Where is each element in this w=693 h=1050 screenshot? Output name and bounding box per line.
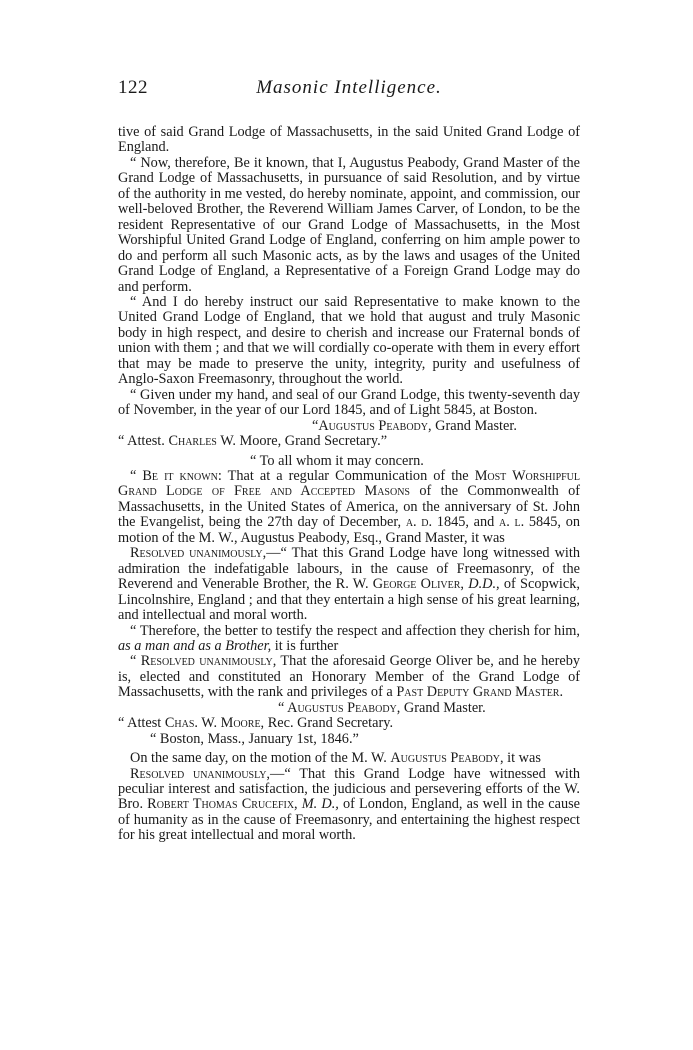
peabody-name: Augustus Peabody, <box>390 750 504 767</box>
attest-name: Charles <box>168 433 217 450</box>
paragraph-same-day <box>118 751 580 766</box>
rank-title: Past Deputy Grand Master. <box>396 684 564 701</box>
text-run: it is further <box>271 637 339 654</box>
text-run: 1845, and <box>432 514 499 531</box>
resolved-label: Resolved unanimously, <box>130 545 267 562</box>
paragraph-resolved-oliver <box>118 546 580 623</box>
attestation-1 <box>118 434 580 449</box>
text-run: “ Therefore, the better to testify the respect and affection they cherish for him, <box>130 622 580 639</box>
resolved-label: Resolved unanimously, <box>130 765 271 782</box>
text-run: of Scopwick, Lincolnshire, England ; and that they entertain a high sense of his great learning, and intellectual and moral worth. <box>118 576 580 624</box>
signature-peabody-1 <box>118 419 580 434</box>
signatory-title: Grand Master. <box>431 417 517 434</box>
signatory-name: “Augustus Peabody, <box>312 417 432 434</box>
text-run: —“ That this Grand Lodge have long witnessed with admiration the indefatigable labours, in the cause of Freemasonry, of the Reverend and Venerable Brother, the R. W. <box>118 545 580 593</box>
paragraph-resolved-honorary <box>118 654 580 700</box>
attest-rest: W. Moore, Grand Secretary.” <box>216 433 388 450</box>
paragraph-representative-continued: tive of said Grand Lodge of Massachusetts, in the said United Grand Lodge of England. <box>118 124 580 156</box>
paragraph-instruction: “ And I do hereby instruct our said Representative to make known to the United Grand Lodge of England, that we hold that august and truly Masonic body in high respect, and desire to cherish and increase our Fraternal bonds of union with them ; and that we will cordially co-operate with them in every effort that may be made to preserve the unity, integrity, purity and usefulness of Anglo-Saxon Freemasonry, throughout the world. <box>118 293 580 388</box>
text-run: —“ That this Grand Lodge have witnessed with peculiar interest and satisfaction, the judicious and persevering efforts of the W. Bro. <box>118 765 580 813</box>
signatory-title: Grand Master. <box>400 699 486 716</box>
text-run: That the aforesaid George Oliver be, and he hereby is, elected and constituted an Honorary Member of the Grand Lodge of Massachusetts, with the rank and privileges of a <box>118 653 580 701</box>
text-run: it was <box>503 750 541 767</box>
attest-name: Chas. W. Moore, <box>164 715 265 732</box>
page-number: 122 <box>118 77 148 98</box>
text-run: of London, England, as well in the cause of humanity as in the cause of Freemasonry, and entertaining the highest respect for his great intellectual and moral worth. <box>118 796 580 844</box>
resolved-label: Resolved unanimously, <box>140 653 277 670</box>
anno-lucis: a. l. <box>498 514 525 531</box>
italic-phrase: as a man and as a Brother, <box>118 637 272 654</box>
quote-open: “ <box>130 653 141 670</box>
dateline: “ Boston, Mass., January 1st, 1846.” <box>150 730 359 747</box>
crucefix-degree: M. D., <box>297 796 339 813</box>
text-run: 5845, on motion of the M. W., Augustus Peabody, Esq., Grand Master, it was <box>118 514 580 546</box>
text-run: of the Commonwealth of Massachusetts, in the United States of America, on the anniversary of St. John the Evangelist, being the 27th day of December, <box>118 483 580 531</box>
quote-open: “ <box>130 467 143 484</box>
signature-peabody-2 <box>118 701 580 716</box>
signatory-name: “ Augustus Peabody, <box>278 699 401 716</box>
body-text <box>118 125 580 844</box>
oliver-name: George Oliver, <box>372 576 464 593</box>
paragraph-now-therefore: “ Now, therefore, Be it known, that I, Augustus Peabody, Grand Master of the Grand Lodge of Massachusetts, in pursuance of said Resolution, and by virtue of the authority in me vested, do hereby nominate, appoint, and commission, our well-beloved Brother, the Reverend William James Carver, of London, to be the resident Representative of our Grand Lodge of Massachusetts, in the Most Worshipful United Grand Lodge of England, conferring on him ample power to do and perform all such Masonic acts, as by the laws and usages of the United Grand Lodge of England, a Representative of a Foreign Grand Lodge may do and perform. <box>118 154 580 295</box>
paragraph-be-it-known <box>118 469 580 546</box>
address-line: “ To all whom it may concern. <box>250 452 424 469</box>
attest-lead: “ Attest. <box>118 433 169 450</box>
attestation-2 <box>118 716 580 731</box>
oliver-degree: D.D., <box>464 576 500 593</box>
text-run: On the same day, on the motion of the M. W. <box>130 750 391 767</box>
paragraph-therefore <box>118 624 580 655</box>
attest-lead: “ Attest <box>118 715 165 732</box>
attest-rest: Rec. Grand Secretary. <box>264 715 394 732</box>
crucefix-name: Robert Thomas Crucefix, <box>147 796 298 813</box>
paragraph-given-under-hand: “ Given under my hand, and seal of our Grand Lodge, this twenty-seventh day of November, in the year of our Lord 1845, and of Light 5845, at Boston. <box>118 386 580 419</box>
running-title: Masonic Intelligence. <box>256 77 442 98</box>
grand-lodge-name: Most Worshipful Grand Lodge of Free and Accepted Masons <box>118 467 581 500</box>
text-run: : That at a regular Communication of the <box>217 467 475 484</box>
paragraph-resolved-crucefix <box>118 767 580 844</box>
be-it-known: Be it known <box>142 467 218 484</box>
anno-domini: a. d. <box>405 514 433 531</box>
page-header <box>118 77 580 105</box>
